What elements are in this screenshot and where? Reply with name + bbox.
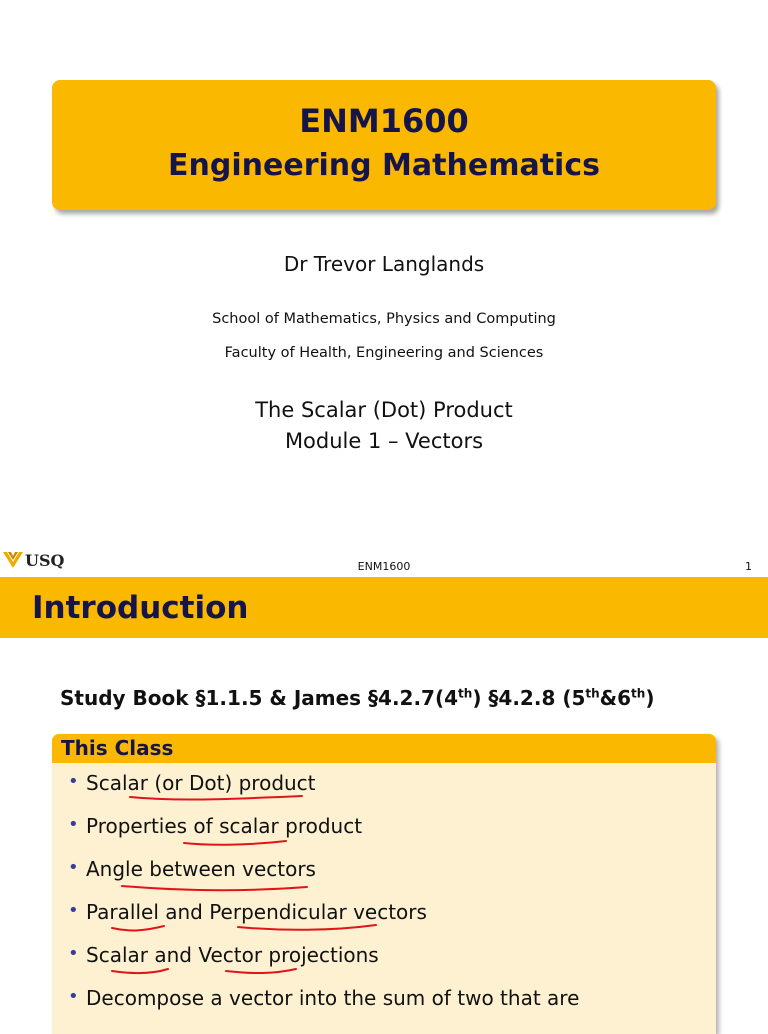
study-text-3: &6 xyxy=(599,686,632,710)
school-name: School of Mathematics, Physics and Computing xyxy=(212,311,556,327)
module-title: Module 1 – Vectors xyxy=(284,429,484,453)
study-sup-3: th xyxy=(631,686,646,701)
underline-perpendicular xyxy=(238,925,376,930)
underline-scalar-dot xyxy=(130,796,302,800)
topic-title: The Scalar (Dot) Product xyxy=(255,398,513,422)
page-number: 1 xyxy=(745,560,752,573)
list-item-text: Angle between vectors xyxy=(86,857,316,881)
slide-footer xyxy=(0,548,768,574)
study-text-4: ) xyxy=(645,686,655,710)
study-reference xyxy=(60,686,654,710)
study-text-2: ) §4.2.8 (5 xyxy=(472,686,586,710)
bullet-dot-icon: • xyxy=(68,857,79,878)
study-text-1: Study Book §1.1.5 & James §4.2.7(4 xyxy=(60,686,459,710)
author: Dr Trevor Langlands xyxy=(283,252,485,276)
section-title: Introduction xyxy=(32,590,249,626)
list-item-text: Parallel and Perpendicular vectors xyxy=(86,900,427,924)
underline-vector xyxy=(226,969,296,973)
section-header xyxy=(0,577,768,638)
bullet-dot-icon: • xyxy=(68,943,79,964)
list-item-text: Decompose a vector into the sum of two that are xyxy=(86,986,580,1010)
bullet-dot-icon: • xyxy=(68,814,79,835)
underline-of-scalar xyxy=(184,841,286,845)
logo-text: USQ xyxy=(25,550,65,570)
underline-angle-between xyxy=(122,886,307,890)
footer-course: ENM1600 xyxy=(357,560,411,573)
this-class-block xyxy=(52,734,716,1034)
underline-parallel xyxy=(112,926,164,930)
list-item-text: Scalar (or Dot) product xyxy=(86,771,316,795)
list-item-text: Properties of scalar product xyxy=(86,814,363,838)
underline-scalar xyxy=(112,969,168,973)
block-title: This Class xyxy=(52,734,716,763)
list-item-text: Scalar and Vector projections xyxy=(86,943,379,967)
handwritten-underlines xyxy=(52,734,716,1034)
bullet-dot-icon: • xyxy=(68,986,79,1007)
course-title: Engineering Mathematics xyxy=(168,148,600,183)
study-sup-1: th xyxy=(458,686,473,701)
title-box xyxy=(52,80,716,210)
study-sup-2: th xyxy=(585,686,600,701)
bullet-dot-icon: • xyxy=(68,771,79,792)
faculty-name: Faculty of Health, Engineering and Sciences xyxy=(224,345,544,361)
course-code: ENM1600 xyxy=(299,102,469,140)
bullet-dot-icon: • xyxy=(68,900,79,921)
